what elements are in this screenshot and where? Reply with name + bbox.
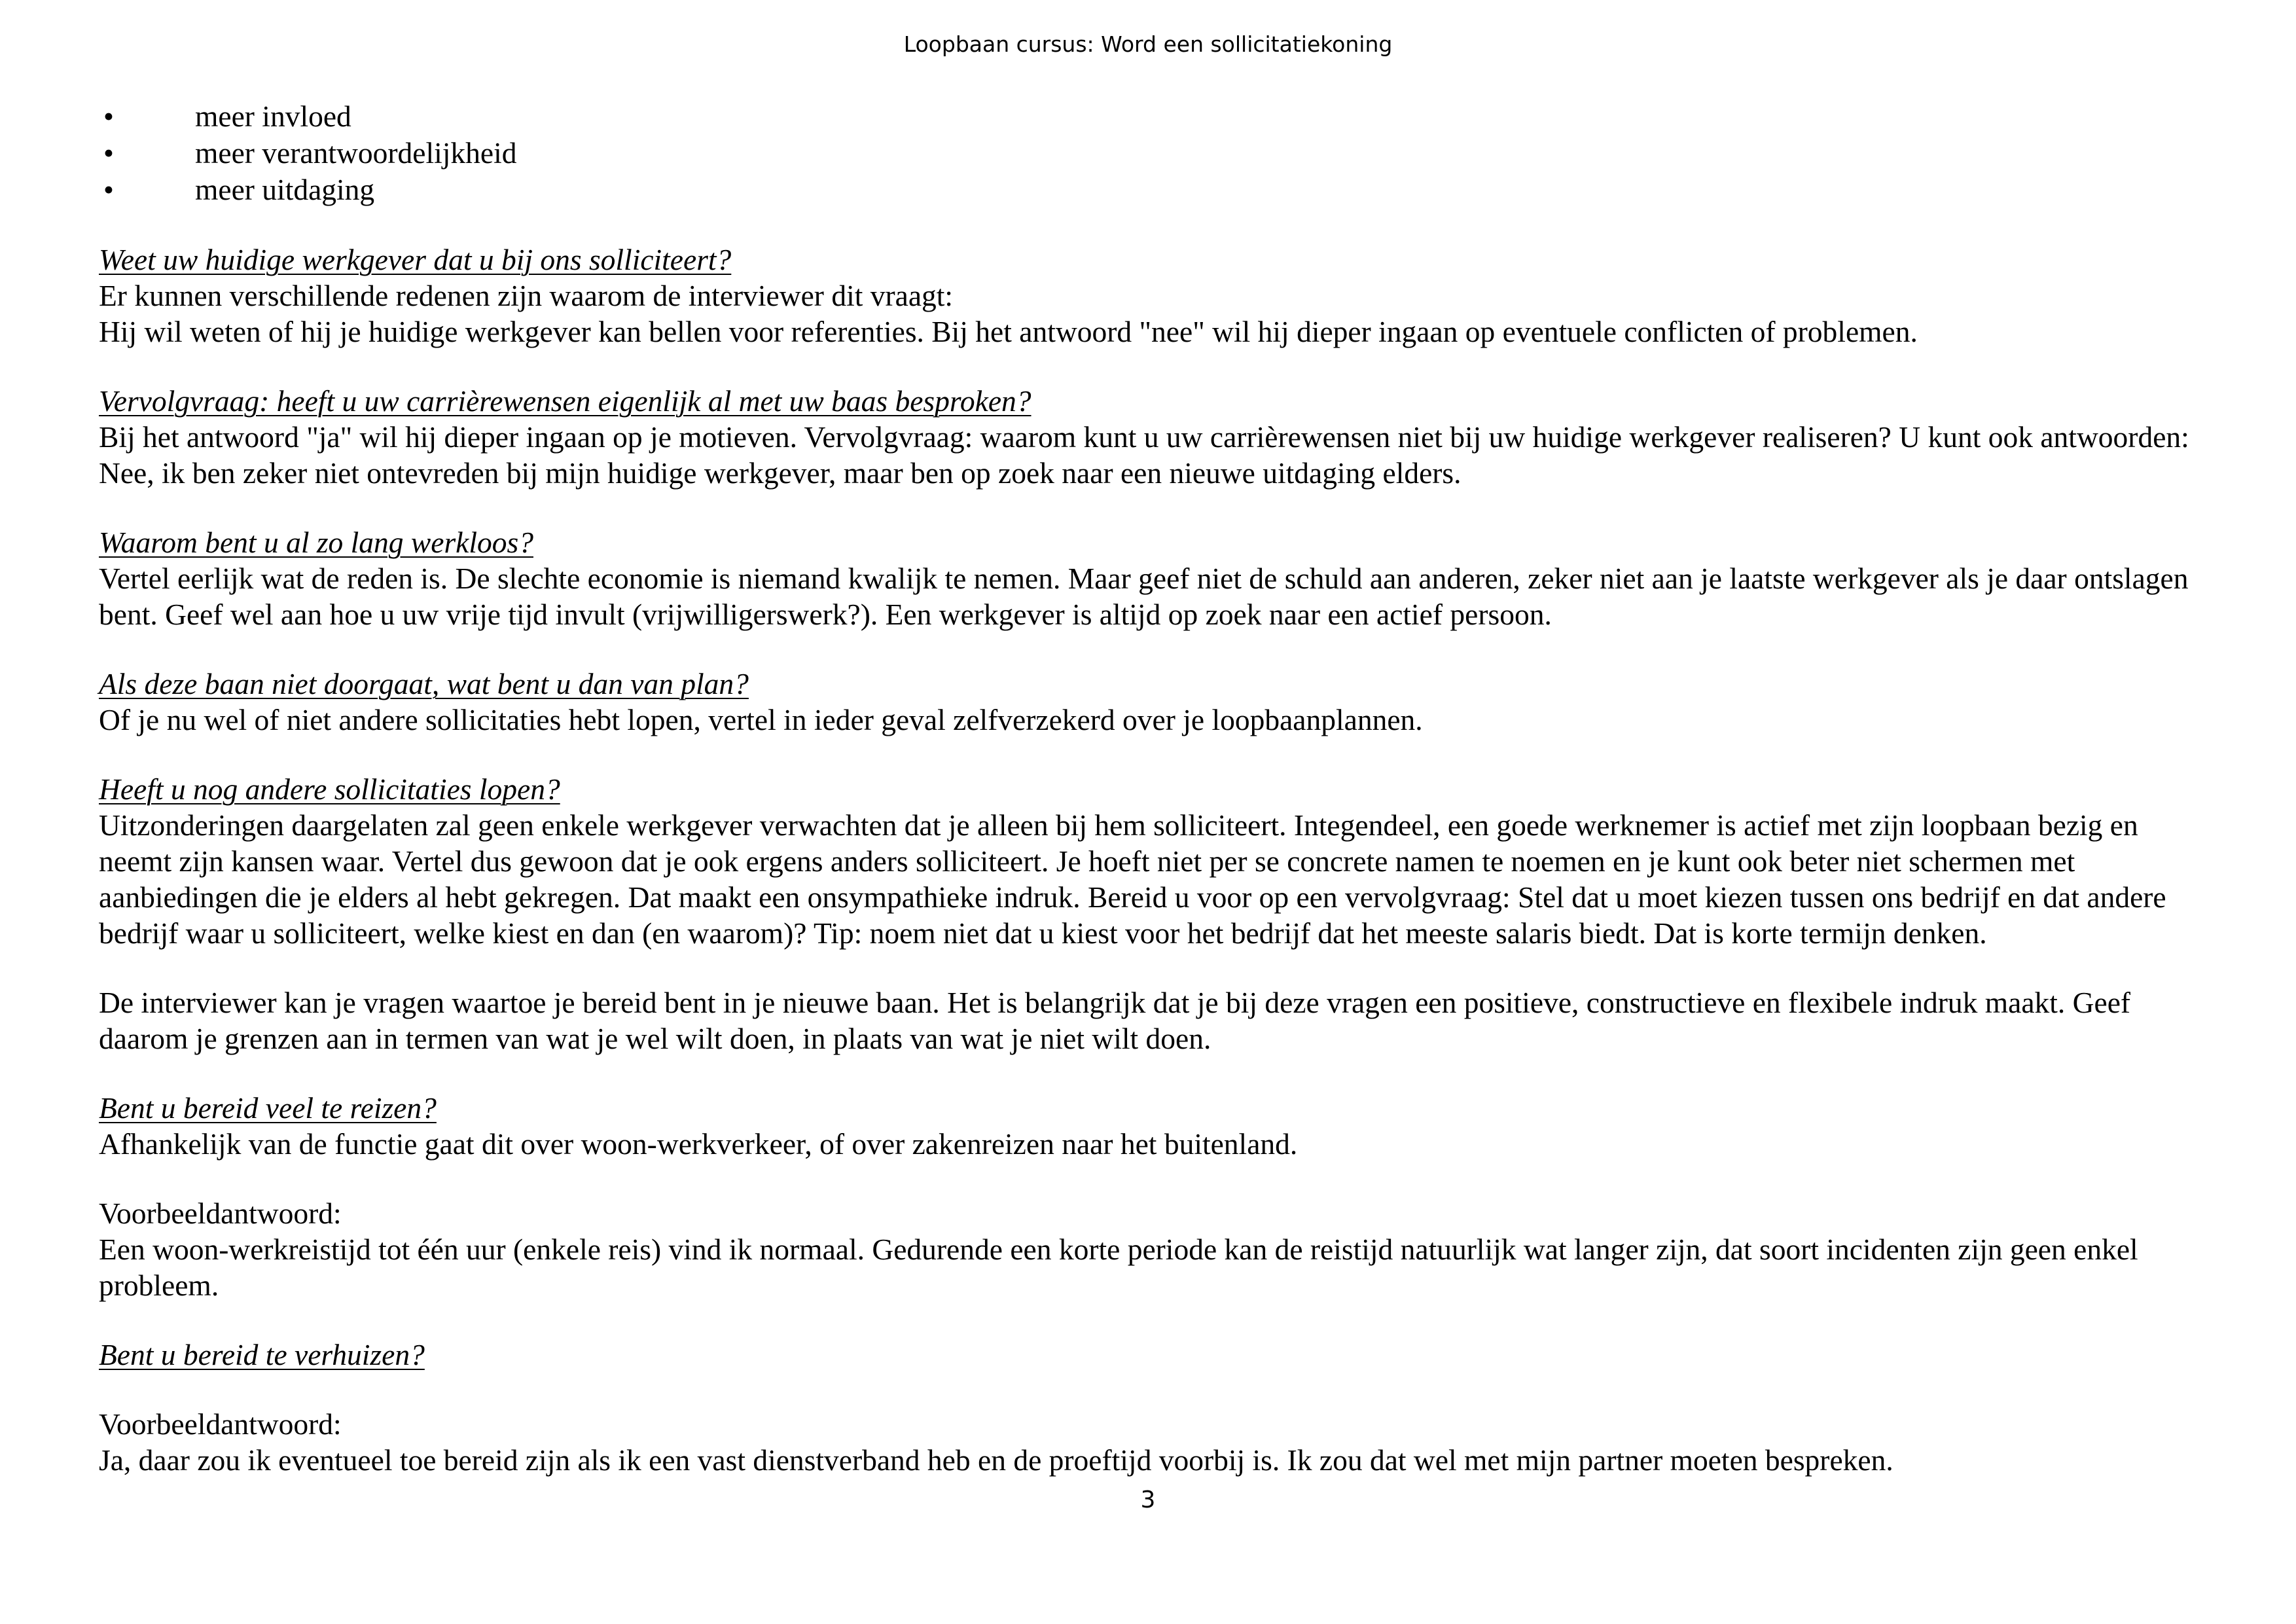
list-item: • meer invloed	[99, 98, 2203, 135]
page-header: Loopbaan cursus: Word een sollicitatiekoning	[903, 31, 1393, 57]
paragraph: Of je nu wel of niet andere sollicitaties hebt lopen, vertel in ieder geval zelfverzekerd over je loopbaanplannen.	[99, 703, 1423, 736]
paragraph: De interviewer kan je vragen waartoe je bereid bent in je nieuwe baan. Het is belangrijk dat je bij deze vragen een positieve, constructieve en flexibele indruk maakt. Geef daarom je grenzen aan in termen van wat je wel wilt doen, in plaats van wat je niet wilt doen.	[99, 986, 2131, 1055]
paragraph: Hij wil weten of hij je huidige werkgever kan bellen voor referenties. Bij het antwoord "nee" wil hij dieper ingaan op eventuele conflicten of problemen.	[99, 315, 1918, 348]
paragraph: Een woon-werkreistijd tot één uur (enkele reis) vind ik normaal. Gedurende een korte periode kan de reistijd natuurlijk wat langer zijn, dat soort incidenten zijn geen enkel probleem.	[99, 1233, 2138, 1302]
list-item: • meer uitdaging	[99, 171, 2203, 208]
section-relocate-example	[99, 1406, 2203, 1478]
example-label: Voorbeeldantwoord:	[99, 1197, 342, 1230]
section-unemployed	[99, 524, 2203, 632]
question-heading: Vervolgvraag: heeft u uw carrièrewensen eigenlijk al met uw baas besproken?	[99, 384, 1031, 418]
question-heading: Bent u bereid veel te reizen?	[99, 1091, 437, 1125]
question-heading: Als deze baan niet doorgaat, wat bent u dan van plan?	[99, 667, 749, 700]
section-career-wishes	[99, 383, 2203, 491]
paragraph: Uitzonderingen daargelaten zal geen enkele werkgever verwachten dat je alleen bij hem solliciteert. Integendeel, een goede werknemer is actief met zijn loopbaan bezig en neemt zijn kansen waar. Vertel dus gewoon dat je ook ergens anders solliciteert. Je hoeft niet per se concrete namen te noemen en je kunt ook beter niet schermen met aanbiedingen die je elders al hebt gekregen. Dat maakt een onsympathieke indruk. Bereid u voor op een vervolgvraag: Stel dat u moet kiezen tussen ons bedrijf en dat andere bedrijf waar u solliciteert, welke kiest en dan (en waarom)? Tip: noem niet dat u kiest voor het bedrijf dat het meeste salaris biedt. Dat is korte termijn denken.	[99, 808, 2166, 950]
page-content	[99, 98, 2203, 1478]
question-heading: Waarom bent u al zo lang werkloos?	[99, 526, 533, 559]
bullet-list	[99, 98, 2203, 208]
section-travel-example	[99, 1195, 2203, 1303]
question-heading: Heeft u nog andere sollicitaties lopen?	[99, 772, 560, 806]
page-number: 3	[1140, 1487, 1156, 1513]
list-item: • meer verantwoordelijkheid	[99, 135, 2203, 171]
section-other-applications	[99, 771, 2203, 951]
section-plans	[99, 666, 2203, 738]
paragraph: Afhankelijk van de functie gaat dit over woon-werkverkeer, of over zakenreizen naar het buitenland.	[99, 1127, 1298, 1161]
paragraph: Er kunnen verschillende redenen zijn waarom de interviewer dit vraagt:	[99, 279, 954, 312]
section-relocate	[99, 1337, 2203, 1373]
section-current-employer	[99, 242, 2203, 350]
paragraph: Vertel eerlijk wat de reden is. De slechte economie is niemand kwalijk te nemen. Maar geef niet de schuld aan anderen, zeker niet aan je laatste werkgever als je daar ontslagen bent. Geef wel aan hoe u uw vrije tijd invult (vrijwilligerswerk?). Een werkgever is altijd op zoek naar een actief persoon.	[99, 562, 2189, 631]
example-label: Voorbeeldantwoord:	[99, 1407, 342, 1441]
section-willingness-intro	[99, 984, 2203, 1056]
bullet-dot-icon: •	[103, 173, 114, 206]
question-heading: Weet uw huidige werkgever dat u bij ons solliciteert?	[99, 243, 732, 276]
paragraph: Ja, daar zou ik eventueel toe bereid zijn als ik een vast dienstverband heb en de proeftijd voorbij is. Ik zou dat wel met mijn partner moeten bespreken.	[99, 1443, 1893, 1477]
question-heading: Bent u bereid te verhuizen?	[99, 1338, 425, 1371]
bullet-dot-icon: •	[103, 136, 114, 170]
paragraph: Bij het antwoord "ja" wil hij dieper ingaan op je motieven. Vervolgvraag: waarom kunt u uw carrièrewensen niet bij uw huidige werkgever realiseren? U kunt ook antwoorden: Nee, ik ben zeker niet ontevreden bij mijn huidige werkgever, maar ben op zoek naar een nieuwe uitdaging elders.	[99, 420, 2189, 490]
section-travel	[99, 1090, 2203, 1162]
bullet-dot-icon: •	[103, 99, 114, 133]
